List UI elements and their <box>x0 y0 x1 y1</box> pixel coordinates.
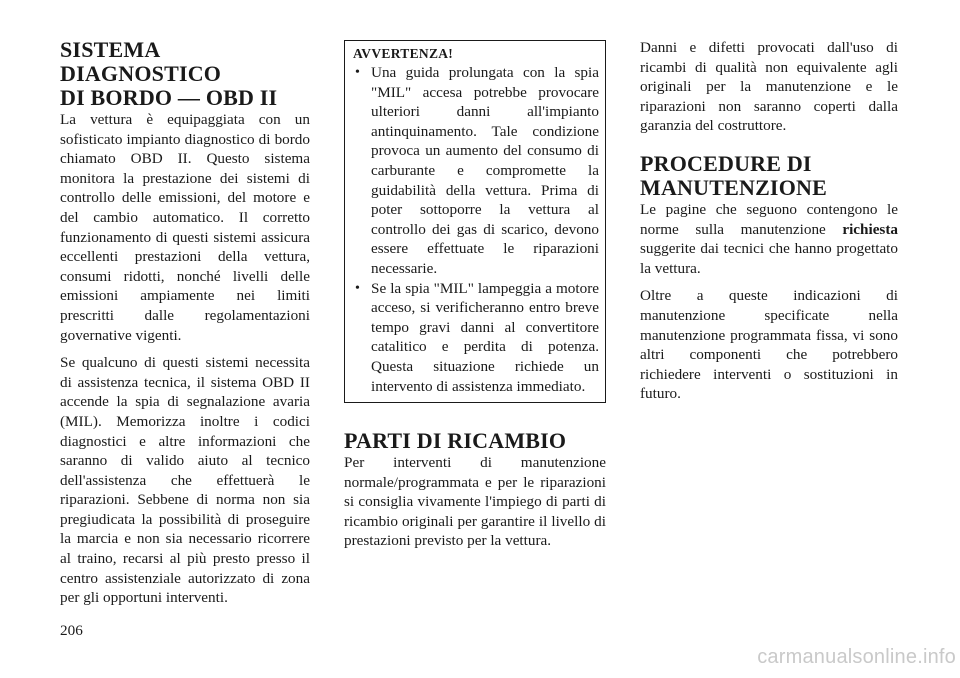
text-run: Le pagine che seguono contengono le norme sulla manutenzione <box>640 200 898 238</box>
warning-list <box>353 63 599 396</box>
column-2 <box>344 38 606 551</box>
watermark: carmanualsonline.info <box>757 646 956 668</box>
paragraph: Danni e difetti provocati dall'uso di ricambi di qualità non equivalente agli originali per la manutenzione e le riparazioni non saranno coperti dalla garanzia del costruttore. <box>640 39 898 135</box>
warning-item <box>353 63 599 279</box>
warning-item-text: Se la spia "MIL" lampeggia a motore acceso, si verificheranno entro breve tempo gravi danni al convertitore catalitico e perdita di potenza. Questa situazione richiede un intervento di assistenza immediato. <box>371 279 599 395</box>
heading-line: SISTEMA DIAGNOSTICO <box>60 37 222 86</box>
paragraph: La vettura è equipaggiata con un sofisticato impianto diagnostico di bordo chiamato OBD II. Questo sistema monitora la prestazione dei sistemi di controllo delle emissioni, del motore e del cambio automatico. Il corretto funzionamento di questi sistemi assicura eccellenti prestazioni della vettura, consumi ridotti, nonché livelli delle emissioni ampiamente nei limiti prescritti dalle regolamentazioni governative vigenti. <box>60 111 310 344</box>
bullet-icon: • <box>355 65 360 80</box>
heading-line: MANUTENZIONE <box>640 174 827 200</box>
paragraph <box>640 200 898 278</box>
emphasis-text: richiesta <box>842 220 898 238</box>
paragraph: Se qualcuno di questi sistemi necessita di assistenza tecnica, il sistema OBD II accende la spia di segnalazione avaria (MIL). Memorizza inoltre i codici diagnostici e altre informazioni che saranno di valido aiuto al tecnico dell'assistenza che effettuerà le riparazioni. Sebbene di norma non sia pregiudicata la possibilità di proseguire la marcia e non sia necessario ricorrere al traino, recarsi al più presto presso il centro assistenziale autorizzato di zona per gli opportuni interventi. <box>60 354 310 607</box>
paragraph: Per interventi di manutenzione normale/programmata e per le riparazioni si consiglia vivamente l'impiego di parti di ricambio originali per garantire il livello di prestazioni previsto per la vettura. <box>344 454 606 550</box>
text-run: suggerite dai tecnici che hanno progettato la vettura. <box>640 240 898 277</box>
column-1 <box>60 38 310 608</box>
section-heading-obd <box>60 38 310 110</box>
paragraph: Oltre a queste indicazioni di manutenzione specificate nella manutenzione programmata fissa, vi sono altri componenti che potrebbero richiedere interventi o sostituzioni in futuro. <box>640 287 898 403</box>
heading-line: DI BORDO — OBD II <box>60 85 278 110</box>
section-heading-ricambio: PARTI DI RICAMBIO <box>344 428 567 454</box>
heading-line: PROCEDURE DI <box>640 150 812 176</box>
section-heading-manutenzione <box>640 152 898 200</box>
column-3 <box>640 38 898 404</box>
warning-item-text: Una guida prolungata con la spia "MIL" accesa potrebbe provocare ulteriori danni all'impianto antinquinamento. Tale condizione provoca un aumento del consumo di carburante e compromette la guidabilità della vettura. Prima di poter sottoporre la vettura al controllo dei gas di scarico, devono essere effettuate le riparazioni necessarie. <box>371 64 599 277</box>
bullet-icon: • <box>355 280 360 296</box>
warning-box <box>344 40 606 403</box>
warning-title: AVVERTENZA! <box>353 46 454 61</box>
warning-item <box>353 279 599 397</box>
page-number: 206 <box>60 622 83 639</box>
